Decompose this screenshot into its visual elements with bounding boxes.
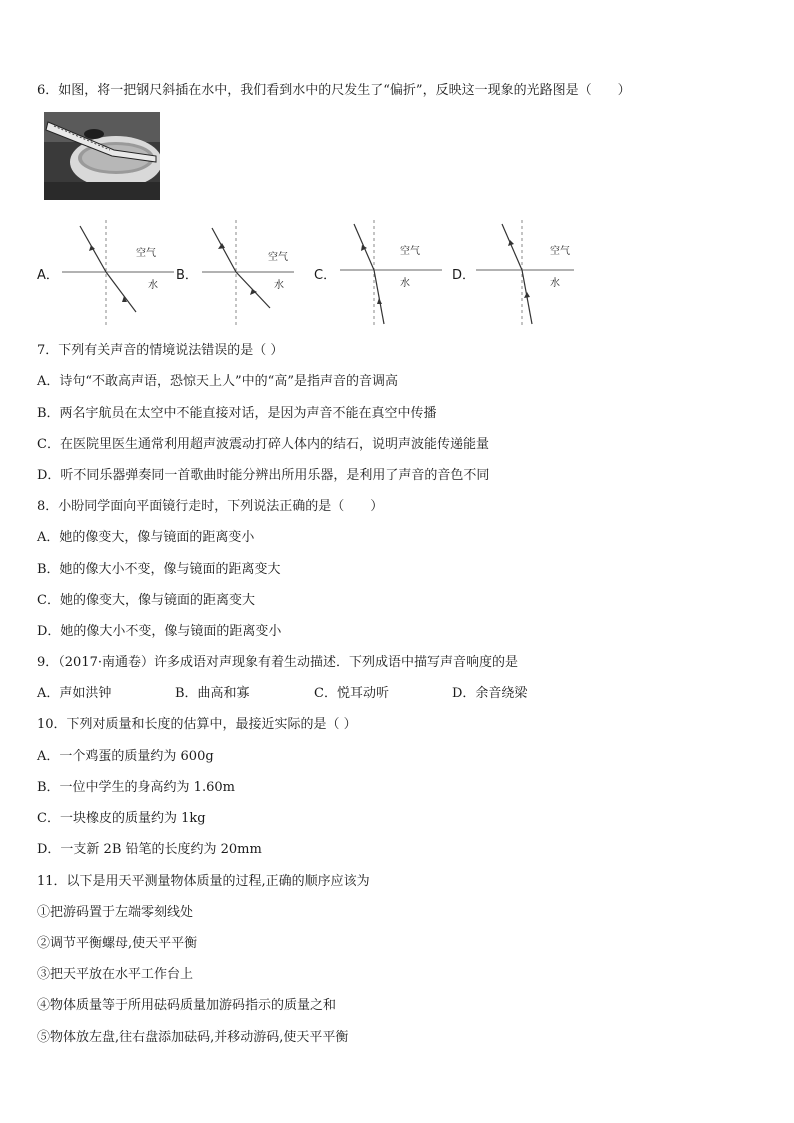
q7-option-d: D．听不同乐器弹奏同一首歌曲时能分辨出所用乐器，是利用了声音的音色不同 xyxy=(37,468,490,483)
q11-step-1: ①把游码置于左端零刻线处 xyxy=(37,905,194,920)
q11-step-2: ②调节平衡螺母,使天平平衡 xyxy=(37,936,198,951)
water-label: 水 xyxy=(550,278,560,289)
q11-step-3: ③把天平放在水平工作台上 xyxy=(37,967,194,982)
q9-option-c: C．悦耳动听 xyxy=(314,686,389,701)
q9-option-a: A．声如洪钟 xyxy=(37,686,112,701)
q8-option-b: B．她的像大小不变，像与镜面的距离变大 xyxy=(37,562,281,577)
q10-option-b: B．一位中学生的身高约为 1.60m xyxy=(37,780,235,795)
ruler-in-water-photo xyxy=(44,112,160,200)
air-label: 空气 xyxy=(268,252,288,263)
q8-stem: 8．小盼同学面向平面镜行走时，下列说法正确的是（ ） xyxy=(37,499,384,514)
q10-option-a: A．一个鸡蛋的质量约为 600g xyxy=(37,749,214,764)
q7-option-c: C．在医院里医生通常利用超声波震动打碎人体内的结石，说明声波能传递能量 xyxy=(37,437,489,452)
q9-options xyxy=(37,685,597,703)
air-label: 空气 xyxy=(550,246,570,257)
q10-stem: 10．下列对质量和长度的估算中，最接近实际的是（ ） xyxy=(37,717,357,732)
q6-option-d-diagram xyxy=(472,218,622,328)
q8-option-d: D．她的像大小不变，像与镜面的距离变小 xyxy=(37,624,282,639)
q6-option-d-letter: D． xyxy=(452,268,476,283)
q7-option-a: A．诗句“不敢高声语，恐惊天上人”中的“高”是指声音的音调高 xyxy=(37,374,398,389)
q10-option-d: D．一支新 2B 铅笔的长度约为 20mm xyxy=(37,842,262,857)
water-label: 水 xyxy=(400,278,410,289)
q7-option-b: B．两名宇航员在太空中不能直接对话，是因为声音不能在真空中传播 xyxy=(37,406,437,421)
q11-step-4: ④物体质量等于所用砝码质量加游码指示的质量之和 xyxy=(37,998,337,1013)
q6-stem: 6．如图，将一把钢尺斜插在水中，我们看到水中的尺发生了“偏折”，反映这一现象的光路图是（ ） xyxy=(37,83,631,98)
air-label: 空气 xyxy=(136,248,156,259)
q11-step-5: ⑤物体放左盘,往右盘添加砝码,并移动游码,使天平平衡 xyxy=(37,1030,349,1045)
q9-option-b: B．曲高和寡 xyxy=(175,686,250,701)
q6-option-b-letter: B． xyxy=(176,268,198,283)
q8-option-c: C．她的像变大，像与镜面的距离变大 xyxy=(37,593,255,608)
q8-option-a: A．她的像变大，像与镜面的距离变小 xyxy=(37,530,255,545)
q9-option-d: D．余音绕梁 xyxy=(452,686,528,701)
q6-option-c-letter: C． xyxy=(314,268,337,283)
water-label: 水 xyxy=(274,280,284,291)
q10-option-c: C．一块橡皮的质量约为 1kg xyxy=(37,811,206,826)
q9-stem: 9．（2017·南通卷）许多成语对声现象有着生动描述．下列成语中描写声音响度的是 xyxy=(37,655,518,670)
water-label: 水 xyxy=(148,280,158,291)
q6-option-a-letter: A． xyxy=(37,268,59,283)
q7-stem: 7．下列有关声音的情境说法错误的是（ ） xyxy=(37,343,284,358)
air-label: 空气 xyxy=(400,246,420,257)
q11-stem: 11．以下是用天平测量物体质量的过程,正确的顺序应该为 xyxy=(37,874,370,889)
